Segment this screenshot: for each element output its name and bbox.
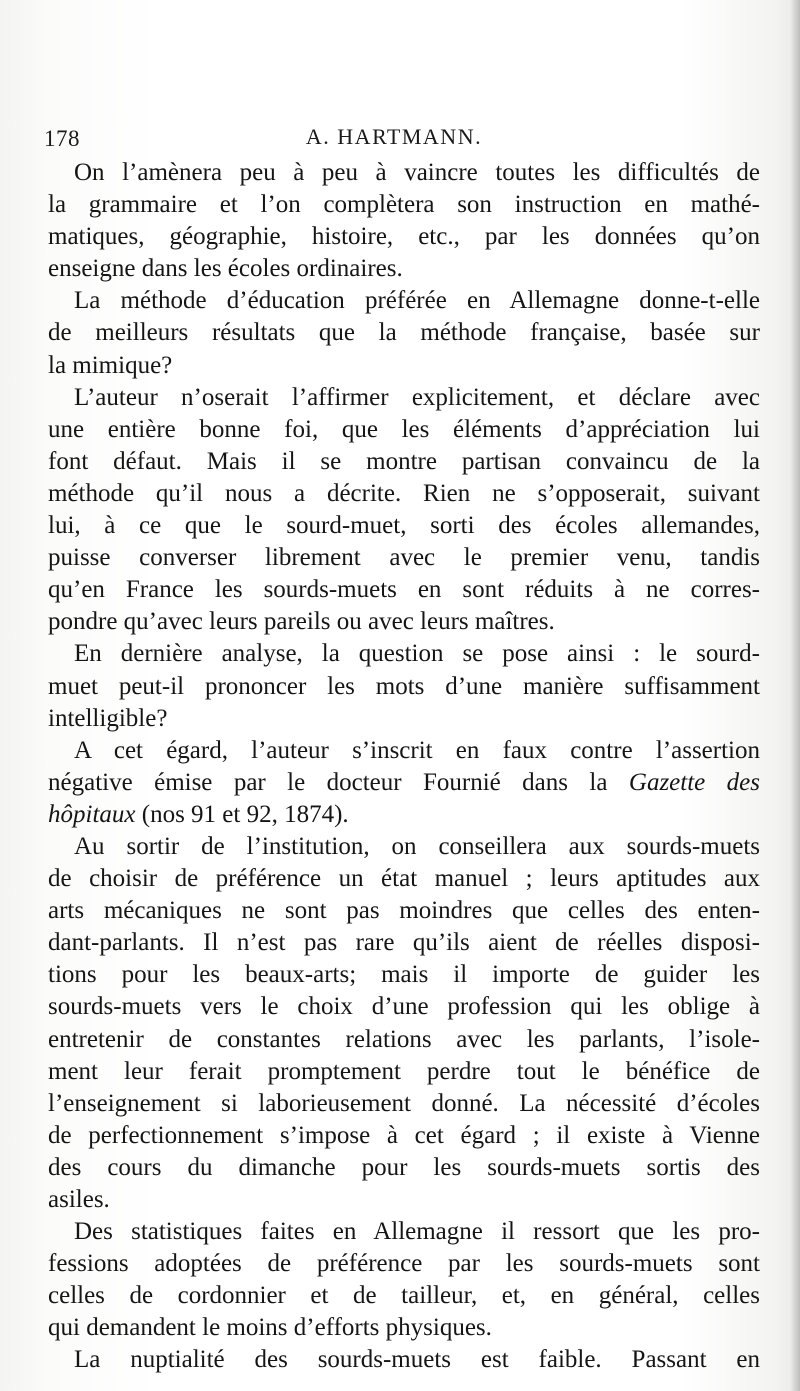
text-line: hôpitaux (nos 91 et 92, 1874). — [48, 800, 349, 828]
text-line: asiles. — [48, 1186, 110, 1213]
text-line: L’auteur n’oserait l’affirmer explicitement, et déclare avec — [74, 383, 760, 411]
text-line: font défaut. Mais il se montre partisan convaincu de la — [48, 447, 760, 475]
text-line: fessions adoptées de préférence par les sourds-muets sont — [48, 1250, 760, 1278]
text-line: sourds-muets vers le choix d’une profession qui les oblige à — [48, 993, 760, 1021]
text-line: des cours du dimanche pour les sourds-muets sortis des — [48, 1153, 760, 1181]
text-line: puisse converser librement avec le premier venu, tandis — [48, 544, 760, 572]
text-line: muet peut-il prononcer les mots d’une manière suffisamment — [48, 672, 760, 700]
text-line: lui, à ce que le sourd-muet, sorti des écoles allemandes, — [48, 512, 760, 540]
text-line: qui demandent le moins d’efforts physiques. — [48, 1314, 492, 1342]
text-line: dant-parlants. Il n’est pas rare qu’ils aient de réelles disposi- — [48, 929, 760, 957]
text-line: enseigne dans les écoles ordinaires. — [48, 255, 403, 283]
body-text — [48, 157, 760, 1377]
text-line: En dernière analyse, la question se pose ainsi : le sourd- — [74, 640, 760, 668]
text-line: négative émise par le docteur Fournié dans la Gazette des — [48, 768, 760, 796]
text-line: pondre qu’avec leurs pareils ou avec leurs maîtres. — [48, 608, 555, 636]
text-line: celles de cordonnier et de tailleur, et, en général, celles — [48, 1282, 760, 1310]
page-spine-shadow — [790, 0, 800, 1391]
text-line: arts mécaniques ne sont pas moindres que celles des enten- — [48, 897, 760, 925]
text-line: La nuptialité des sourds-muets est faible. Passant en — [74, 1346, 760, 1374]
running-head: A. HARTMANN. — [305, 124, 483, 149]
text-line: de choisir de préférence un état manuel ; leurs aptitudes aux — [48, 865, 760, 893]
text-line: ment leur ferait promptement perdre tout le bénéfice de — [48, 1057, 760, 1085]
page-header — [44, 118, 744, 152]
text-line: méthode qu’il nous a décrite. Rien ne s’opposerait, suivant — [48, 479, 760, 507]
text-line: qu’en France les sourds-muets en sont réduits à ne corres- — [48, 576, 760, 604]
text-line: A cet égard, l’auteur s’inscrit en faux contre l’assertion — [74, 736, 760, 764]
text-line: Des statistiques faites en Allemagne il ressort que les pro- — [74, 1218, 760, 1246]
text-line: On l’amènera peu à peu à vaincre toutes les difficultés de — [74, 159, 760, 186]
text-line: la grammaire et l’on complètera son instruction en mathé- — [48, 191, 760, 219]
text-line: matiques, géographie, histoire, etc., par les données qu’on — [48, 223, 760, 251]
page-number: 178 — [44, 126, 80, 151]
text-line: Au sortir de l’institution, on conseillera aux sourds-muets — [74, 832, 760, 860]
text-line: la mimique? — [48, 351, 173, 379]
text-line: l’enseignement si laborieusement donné. La nécessité d’écoles — [48, 1089, 760, 1117]
text-line: une entière bonne foi, que les éléments d’appréciation lui — [48, 415, 760, 443]
text-line: de meilleurs résultats que la méthode française, basée sur — [48, 319, 760, 347]
text-line: entretenir de constantes relations avec les parlants, l’isole- — [48, 1025, 760, 1053]
text-line: intelligible? — [48, 704, 168, 732]
text-line: La méthode d’éducation préférée en Allemagne donne-t-elle — [74, 287, 760, 315]
text-line: de perfectionnement s’impose à cet égard ; il existe à Vienne — [48, 1121, 760, 1149]
text-line: tions pour les beaux-arts; mais il importe de guider les — [48, 961, 760, 989]
